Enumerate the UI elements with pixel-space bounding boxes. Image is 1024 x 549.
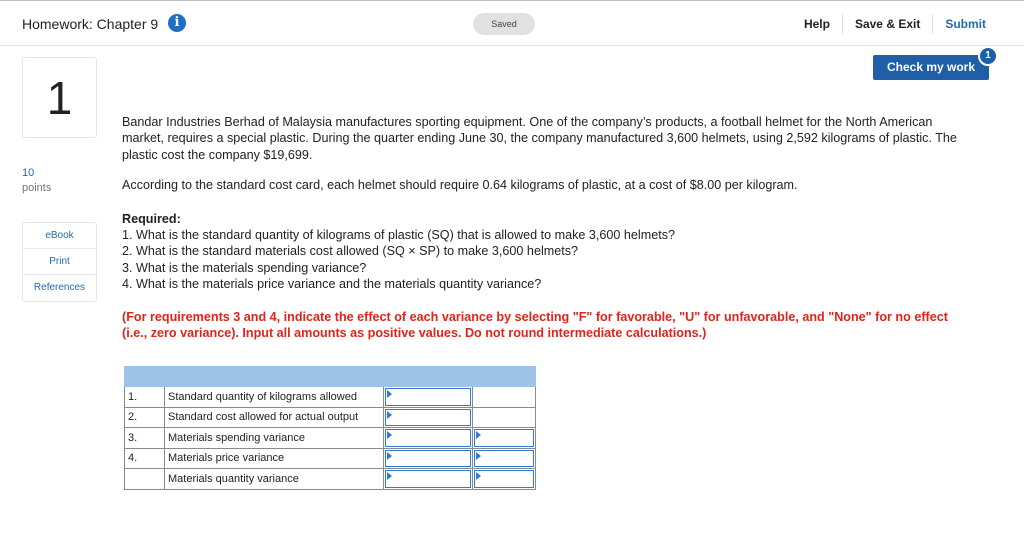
- table-row: [125, 407, 536, 428]
- standard-cost-paragraph: According to the standard cost card, each helmet should require 0.64 kilograms of plastic, at a cost of $8.00 per kilogram.: [122, 178, 798, 193]
- problem-paragraph: Bandar Industries Berhad of Malaysia manufactures sporting equipment. One of the company’s products, a football helmet for the North American market, requires a special plastic. During the quarter ending June 30, the company manufactured 3,600 helmets, using 2,592 kilograms of plastic. The plastic cost the company $19,699.: [122, 115, 957, 162]
- question-number: 1: [22, 57, 97, 138]
- check-count-badge: 1: [978, 46, 998, 66]
- requirement-item: 2. What is the standard materials cost allowed (SQ × SP) to make 3,600 helmets?: [122, 244, 579, 259]
- effect-dropdown[interactable]: [473, 448, 536, 469]
- assignment-title: Homework: Chapter 9: [22, 16, 159, 32]
- resource-links: [22, 222, 97, 302]
- empty-cell: [473, 407, 536, 428]
- saved-status-badge: Saved: [473, 13, 535, 35]
- top-nav: [792, 1, 1024, 47]
- row-label: Materials spending variance: [165, 428, 384, 449]
- amount-input[interactable]: [384, 469, 473, 490]
- table-row: [125, 428, 536, 449]
- problem-statement: [122, 114, 972, 341]
- top-bar: [0, 0, 1024, 46]
- row-number: 4.: [125, 448, 165, 469]
- answer-table: [124, 366, 536, 490]
- row-label: Materials quantity variance: [165, 469, 384, 490]
- row-number: 1.: [125, 387, 165, 408]
- points-label: points: [22, 182, 52, 194]
- effect-dropdown[interactable]: [473, 469, 536, 490]
- help-button[interactable]: Help: [792, 14, 843, 34]
- instructions-text: (For requirements 3 and 4, indicate the effect of each variance by selecting "F" for favorable, "U" for unfavorable, and "None" for no effect (i.e., zero variance). Input all amounts as positive values. Do not round intermediate calculations.): [122, 309, 948, 341]
- row-number: 3.: [125, 428, 165, 449]
- required-heading: Required:: [122, 211, 181, 226]
- table-header-row: [125, 367, 536, 387]
- table-row: [125, 469, 536, 490]
- requirement-item: 3. What is the materials spending variance?: [122, 260, 367, 275]
- check-my-work-button[interactable]: Check my work: [873, 55, 989, 80]
- save-exit-button[interactable]: Save & Exit: [843, 14, 933, 34]
- info-icon[interactable]: i: [168, 14, 186, 32]
- empty-cell: [473, 387, 536, 408]
- points-value: 10: [22, 167, 35, 179]
- table-row: [125, 387, 536, 408]
- references-link[interactable]: References: [33, 282, 86, 293]
- row-label: Standard cost allowed for actual output: [165, 407, 384, 428]
- row-label: Materials price variance: [165, 448, 384, 469]
- effect-dropdown[interactable]: [473, 428, 536, 449]
- ebook-link[interactable]: eBook: [23, 223, 96, 249]
- amount-input[interactable]: [384, 387, 473, 408]
- amount-input[interactable]: [384, 428, 473, 449]
- row-label: Standard quantity of kilograms allowed: [165, 387, 384, 408]
- row-number: 2.: [125, 407, 165, 428]
- row-number: [125, 469, 165, 490]
- amount-input[interactable]: [384, 448, 473, 469]
- print-link[interactable]: Print: [23, 249, 96, 275]
- table-row: [125, 448, 536, 469]
- requirement-item: 4. What is the materials price variance and the materials quantity variance?: [122, 277, 542, 292]
- amount-input[interactable]: [384, 407, 473, 428]
- requirement-item: 1. What is the standard quantity of kilograms of plastic (SQ) that is allowed to make 3,600 helmets?: [122, 228, 675, 243]
- submit-button[interactable]: Submit: [945, 17, 986, 31]
